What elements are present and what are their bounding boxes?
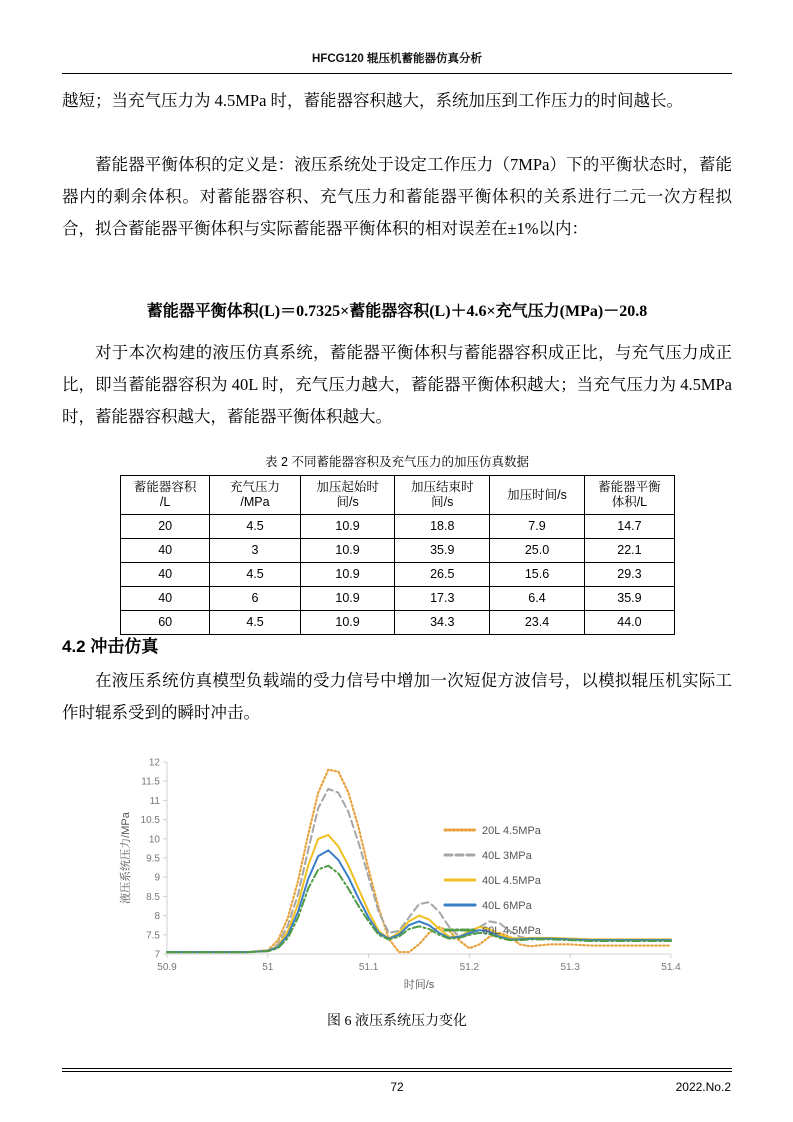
table-row — [121, 539, 675, 563]
chart-series-line — [167, 850, 671, 952]
table-cell: 10.9 — [300, 563, 395, 587]
table-cell: 29.3 — [584, 563, 674, 587]
table-cell: 20 — [121, 515, 210, 539]
table-cell: 6 — [210, 587, 300, 611]
section-heading-4-2: 4.2 冲击仿真 — [62, 637, 159, 656]
table-cell: 4.5 — [210, 515, 300, 539]
x-axis-title: 时间/s — [403, 979, 435, 991]
table-cell: 60 — [121, 611, 210, 635]
table-cell: 4.5 — [210, 611, 300, 635]
table-header-line2: 间/s — [431, 495, 454, 509]
footer-rule-bottom — [62, 1071, 732, 1072]
table-cell: 22.1 — [584, 539, 674, 563]
legend-label: 40L 4.5MPa — [482, 875, 541, 887]
x-tick-label: 51.3 — [560, 962, 580, 973]
footer-page-number: 72 — [390, 1080, 404, 1094]
paragraph-2: 蓄能器平衡体积的定义是：液压系统处于设定工作压力（7MPa）下的平衡状态时，蓄能器内的剩余体积。对蓄能器容积、充气压力和蓄能器平衡体积的关系进行二元一次方程拟合，拟合蓄能器平衡体积与实际蓄能器平衡体积的相对误差在±1%以内： — [62, 155, 732, 238]
table-row — [121, 587, 675, 611]
table-cell: 10.9 — [300, 539, 395, 563]
pressure-chart — [115, 752, 685, 992]
y-tick-label: 7.5 — [146, 930, 160, 942]
table-header-line2: /L — [159, 495, 171, 509]
table-header-line2: 体积/L — [611, 495, 648, 509]
table-row — [121, 611, 675, 635]
x-tick-label: 51.2 — [459, 962, 480, 973]
y-tick-label: 9.5 — [146, 853, 160, 865]
table-cell: 40 — [121, 563, 210, 587]
table-cell: 6.4 — [490, 587, 585, 611]
table-cell: 25.0 — [490, 539, 585, 563]
table-cell: 26.5 — [395, 563, 490, 587]
table-cell: 44.0 — [584, 611, 674, 635]
x-tick-label: 51.1 — [358, 962, 379, 973]
table-cell: 35.9 — [395, 539, 490, 563]
x-tick-label: 51.4 — [661, 962, 681, 973]
table-header-cell — [210, 476, 300, 515]
table-header-cell — [121, 476, 210, 515]
table-header-line1: 蓄能器容积 — [133, 480, 197, 494]
table-caption: 表 2 不同蓄能器容积及充气压力的加压仿真数据 — [265, 455, 529, 469]
table-cell: 18.8 — [395, 515, 490, 539]
footer-issue: 2022.No.2 — [675, 1080, 731, 1094]
table-header-line1: 加压时间/s — [507, 487, 567, 502]
table-cell: 7.9 — [490, 515, 585, 539]
table-cell: 15.6 — [490, 563, 585, 587]
table-cell: 23.4 — [490, 611, 585, 635]
paragraph-1: 越短；当充气压力为 4.5MPa 时，蓄能器容积越大，系统加压到工作压力的时间越长。 — [62, 91, 684, 110]
legend-label: 40L 6MPa — [482, 900, 532, 912]
header-rule — [62, 73, 732, 74]
table-row — [121, 563, 675, 587]
y-tick-label: 7 — [154, 949, 160, 961]
y-tick-label: 12 — [148, 757, 160, 769]
table-cell: 3 — [210, 539, 300, 563]
table-cell: 10.9 — [300, 587, 395, 611]
formula-equilibrium-volume: 蓄能器平衡体积(L)＝0.7325×蓄能器容积(L)＋4.6×充气压力(MPa)－20.8 — [146, 303, 648, 320]
table-cell: 35.9 — [584, 587, 674, 611]
table-header-line2: /MPa — [240, 495, 270, 509]
chart-series-line — [167, 770, 671, 952]
simulation-data-table — [120, 475, 675, 635]
table-header-cell — [300, 476, 395, 515]
table-header-row — [121, 476, 675, 515]
figure-caption: 图 6 液压系统压力变化 — [327, 1014, 467, 1029]
table-row — [121, 515, 675, 539]
table-cell: 4.5 — [210, 563, 300, 587]
table-cell: 10.9 — [300, 611, 395, 635]
chart-series-line — [167, 835, 671, 952]
table-header-line1: 加压起始时 — [316, 480, 379, 494]
table-cell: 40 — [121, 587, 210, 611]
x-tick-label: 51 — [262, 962, 274, 973]
table-cell: 14.7 — [584, 515, 674, 539]
chart-series-line — [167, 789, 671, 952]
y-tick-label: 8 — [154, 911, 160, 923]
table-header-line1: 充气压力 — [230, 480, 281, 494]
y-tick-label: 10.5 — [140, 815, 160, 827]
table-cell: 34.3 — [395, 611, 490, 635]
table-header-cell — [395, 476, 490, 515]
y-axis-title: 液压系统压力/MPa — [120, 812, 132, 904]
table-cell: 17.3 — [395, 587, 490, 611]
table-cell: 10.9 — [300, 515, 395, 539]
table-header-line1: 加压结束时 — [411, 480, 474, 494]
paragraph-4: 在液压系统仿真模型负载端的受力信号中增加一次短促方波信号，以模拟辊压机实际工作时辊系受到的瞬时冲击。 — [62, 671, 732, 722]
y-tick-label: 8.5 — [146, 891, 160, 903]
table-header-line1: 蓄能器平衡 — [598, 480, 661, 494]
page-header: HFCG120 辊压机蓄能器仿真分析 — [312, 53, 482, 65]
y-tick-label: 10 — [148, 834, 160, 846]
legend-label: 20L 4.5MPa — [482, 825, 541, 837]
paragraph-3: 对于本次构建的液压仿真系统，蓄能器平衡体积与蓄能器容积成正比，与充气压力成正比，即当蓄能器容积为 40L 时，充气压力越大，蓄能器平衡体积越大；当充气压力为 4.5MPa 时，蓄能器容积越大，蓄能器平衡体积越大。 — [62, 343, 732, 426]
table-header-line2: 间/s — [336, 495, 359, 509]
table-header-cell — [584, 476, 674, 515]
y-tick-label: 11.5 — [141, 776, 160, 788]
y-tick-label: 9 — [154, 872, 160, 884]
x-tick-label: 50.9 — [157, 962, 177, 973]
y-tick-label: 11 — [149, 795, 160, 807]
legend-label: 60L 4.5MPa — [482, 925, 541, 937]
footer-rule-top — [62, 1068, 732, 1069]
legend-label: 40L 3MPa — [482, 850, 532, 862]
table-cell: 40 — [121, 539, 210, 563]
chart-svg — [115, 752, 685, 992]
table-header-cell — [490, 476, 585, 515]
